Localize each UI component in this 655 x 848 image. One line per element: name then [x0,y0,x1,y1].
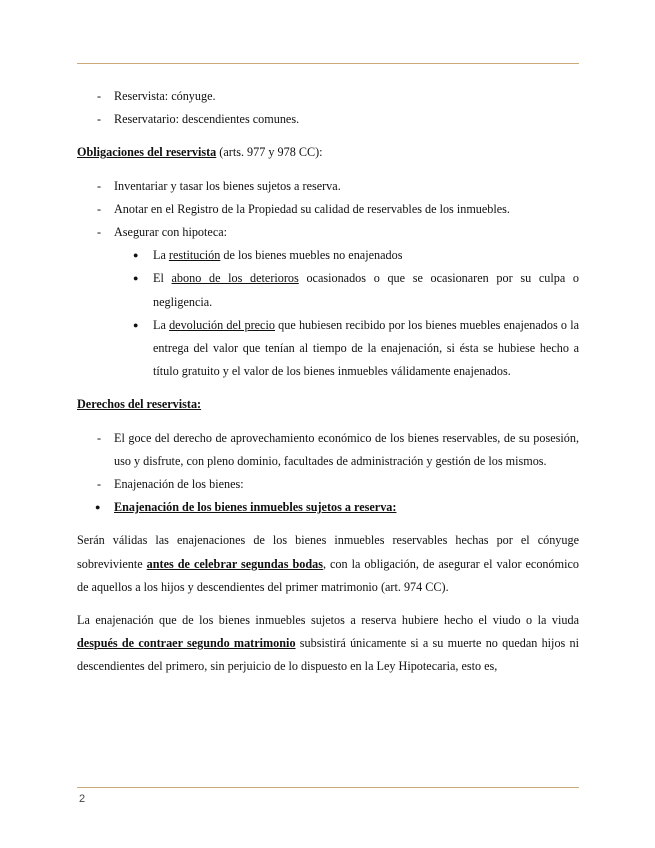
dash-marker: - [97,89,102,103]
sub-item-pre: La [153,317,170,332]
list-item [77,427,579,473]
sub-item-pre: La [153,248,169,263]
list-item-text: Reservatario: descendientes comunes. [114,112,300,127]
list-item [77,221,579,244]
dash-marker: - [97,112,102,127]
paragraph-despues [77,609,579,679]
para2-post: subsistirá únicamente si a su muerte no quedan hijos ni descendientes del primero, sin perjuicio de lo dispuesto en la Ley Hipotecaria, esto es, [77,636,580,674]
list-item-text: Reservista: cónyuge. [114,89,216,103]
derechos-list [77,427,579,497]
sub-list-item [115,314,579,384]
para2-pre: La enajenación que de los bienes inmuebles sujetos a reserva hubiere hecho el viudo o la viuda [77,613,579,628]
list-item [77,496,579,519]
para1-bold: antes de celebrar segundas bodas [146,556,323,571]
dash-marker: - [97,178,102,193]
list-item [77,198,579,221]
reserva-list [77,85,579,131]
para1-pre: Serán válidas las enajenaciones de los bienes inmuebles reservables hechas por el cónyuge sobreviviente [77,533,579,571]
sub-list-item [115,267,579,313]
sub-list-item [115,244,579,267]
list-item-text: Anotar en el Registro de la Propiedad su calidad de reservables de los inmuebles. [114,201,510,216]
document-body [77,85,579,679]
dash-marker: - [97,477,102,492]
derechos-title: Derechos del reservista: [77,397,202,412]
dash-marker: - [97,430,102,445]
dash-marker: - [97,225,102,240]
para2-bold: después de contraer segundo matrimonio [77,636,296,651]
bullet-marker: ● [95,502,101,513]
bullet-marker: ● [133,273,139,284]
hipoteca-sublist [77,244,579,383]
enajenacion-bullet [77,496,579,519]
list-item [77,175,579,198]
obligaciones-title: Obligaciones del reservista [77,145,217,160]
page-number: 2 [79,793,86,805]
sub-item-underlined: devolución del precio [169,317,275,332]
sub-item-post: que hubiesen recibido por los bienes muebles enajenados o la entrega del valor que tenían al tiempo de la enajenación, si ésta se hubiese hecho a título gratuito y el valor de los bienes inmuebles válidamente enajenados. [153,317,580,379]
list-item-text: Inventariar y tasar los bienes sujetos a reserva. [114,178,341,193]
dash-marker: - [97,201,102,216]
derechos-heading [77,393,579,416]
sub-item-underlined: abono de los deterioros [171,271,299,286]
enajenacion-heading: Enajenación de los bienes inmuebles sujetos a reserva: [114,500,397,515]
bullet-marker: ● [133,319,139,330]
list-item-text: El goce del derecho de aprovechamiento económico de los bienes reservables, de su posesión, uso y disfrute, con pleno dominio, facultades de administración y gestión de los mismos. [114,430,579,468]
bullet-marker: ● [133,250,139,261]
list-item-text: Enajenación de los bienes: [114,477,244,492]
obligaciones-ref: (arts. 977 y 978 CC): [216,145,323,160]
paragraph-antes [77,529,579,599]
obligaciones-list [77,175,579,245]
list-item [77,85,579,108]
sub-item-post: de los bienes muebles no enajenados [220,248,403,263]
sub-item-post: ocasionados o que se ocasionaren por su culpa o negligencia. [153,271,579,309]
list-item [77,473,579,496]
sub-item-pre: El [153,271,172,286]
sub-item-underlined: restitución [168,248,221,263]
list-item-text: Asegurar con hipoteca: [114,225,228,240]
header-rule [77,63,579,64]
obligaciones-heading [77,141,579,164]
footer-rule [77,787,579,788]
para1-post: , con la obligación, de asegurar el valor económico de aquellos a los hijos y descendientes del primer matrimonio (art. 974 CC). [77,556,579,594]
list-item [77,108,579,131]
